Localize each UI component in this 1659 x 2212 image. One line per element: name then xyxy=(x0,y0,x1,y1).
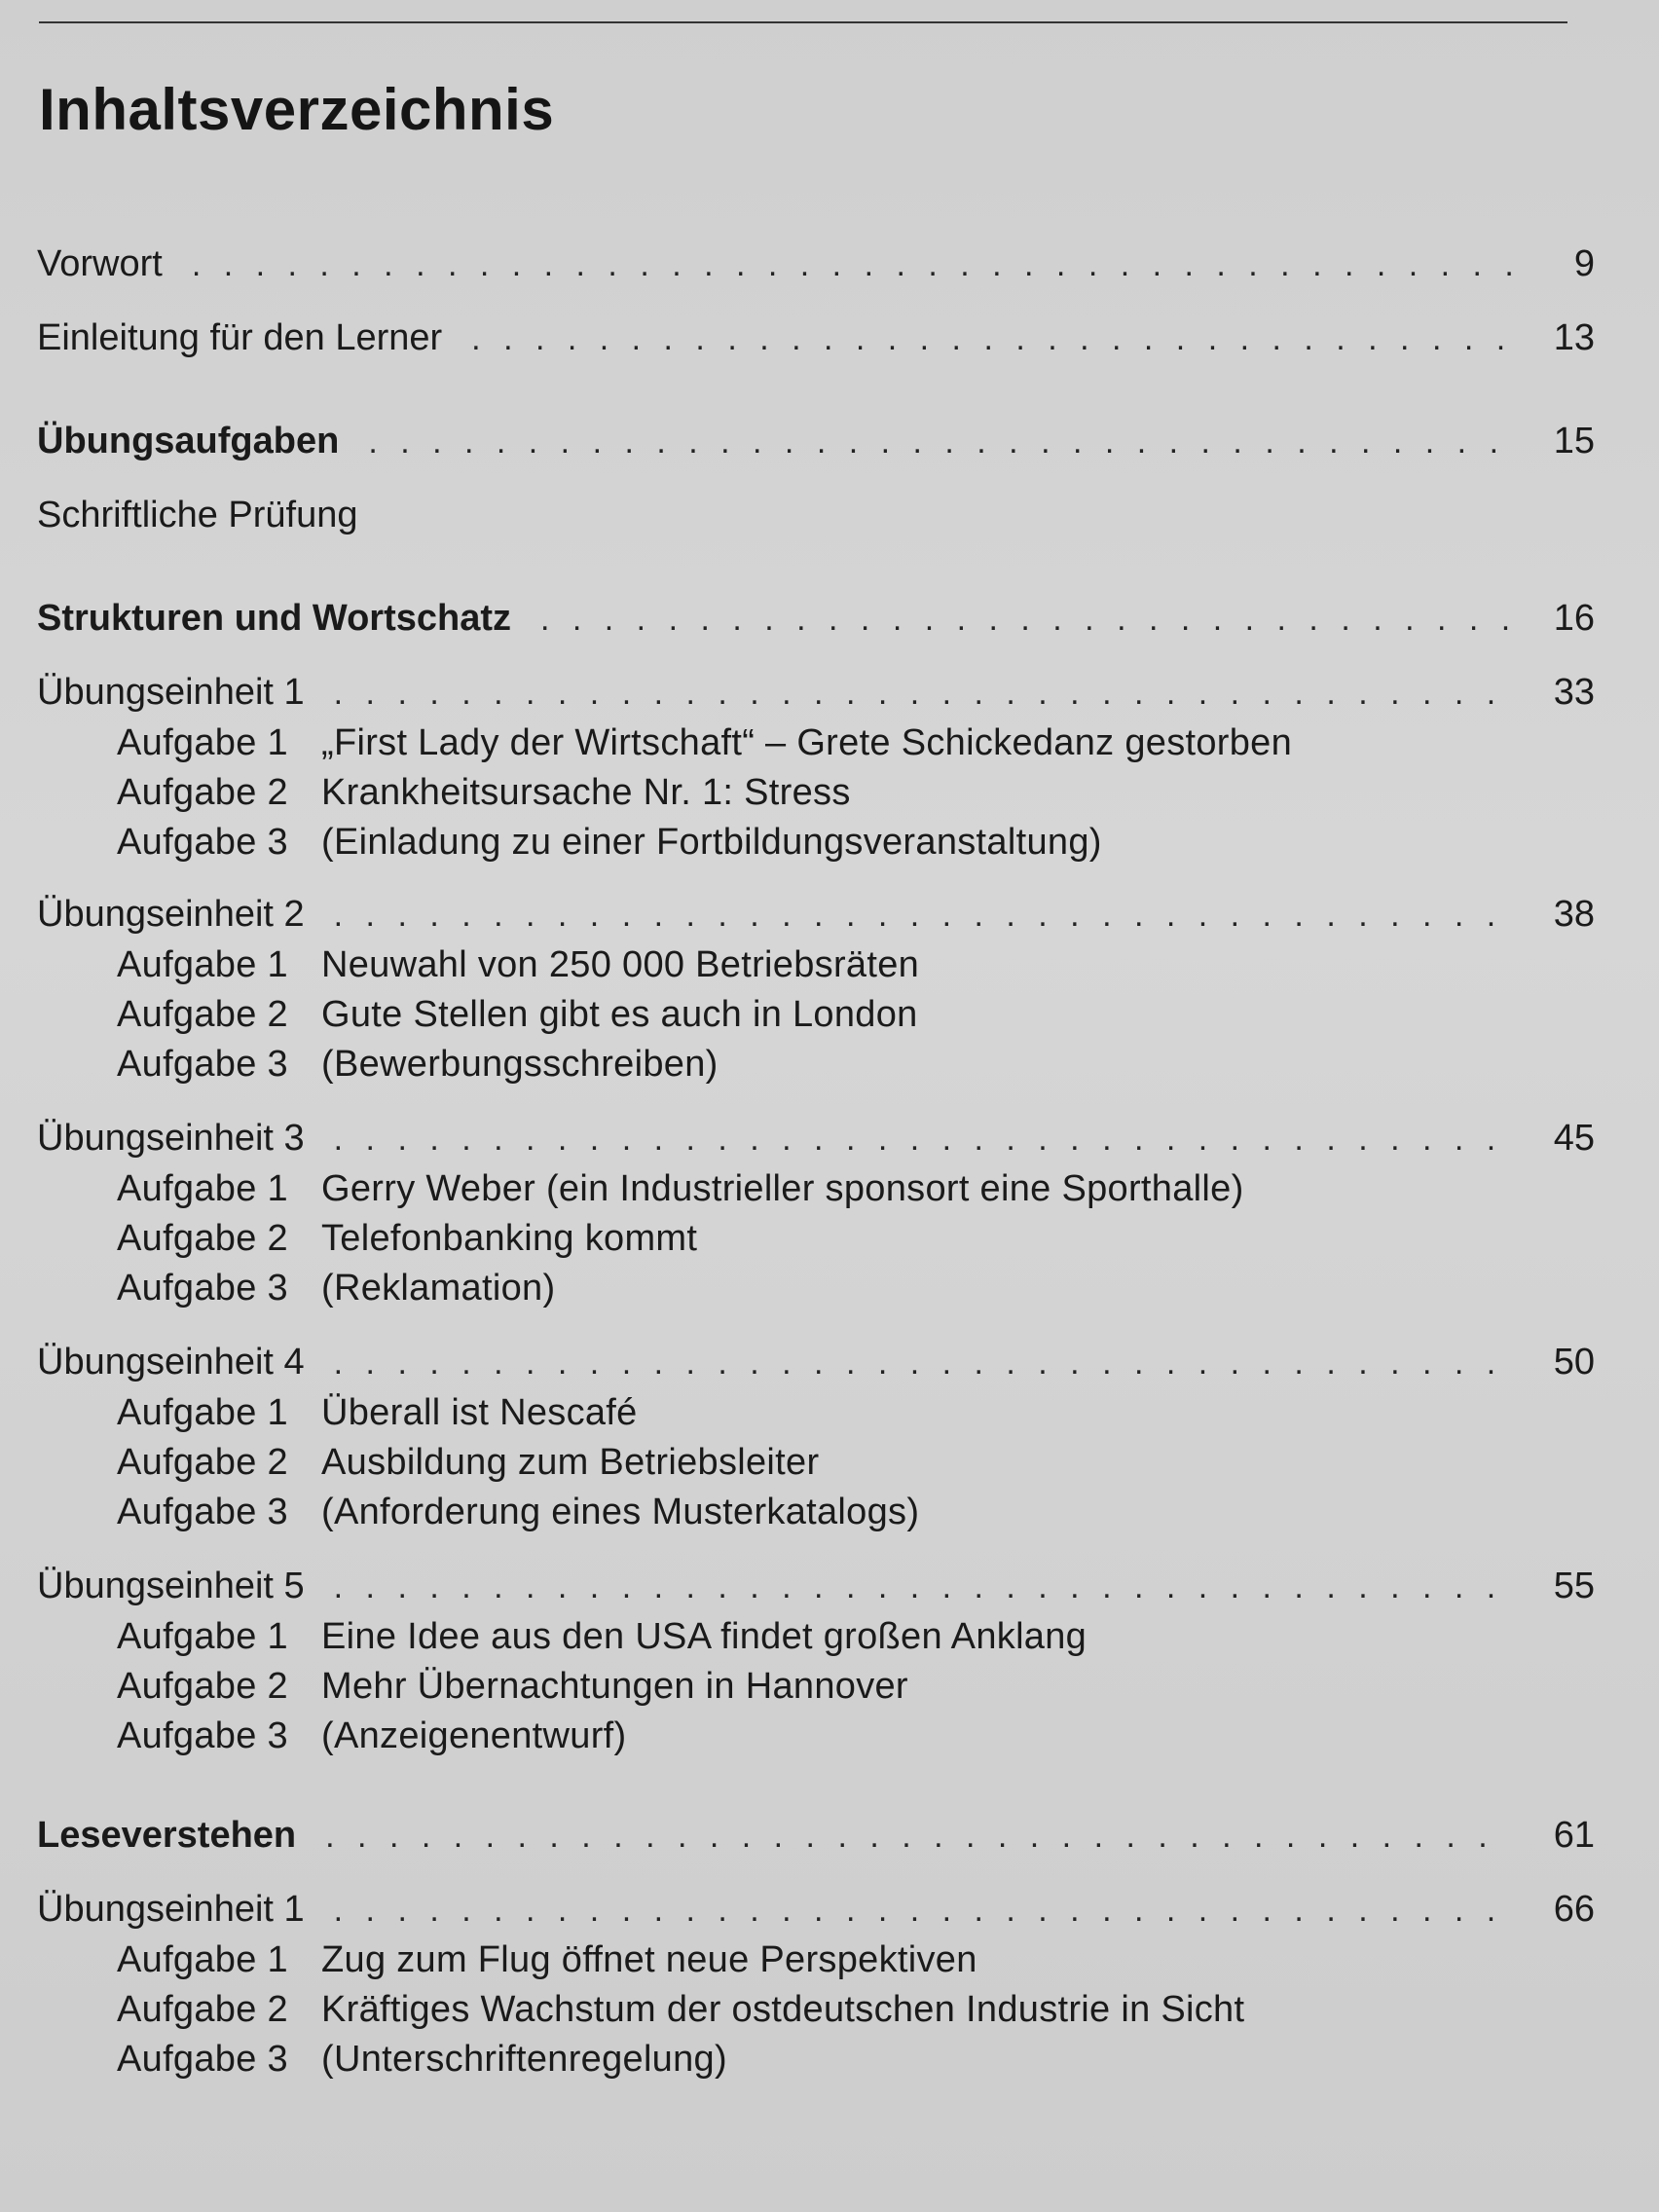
toc-page-number: 66 xyxy=(1553,1889,1595,1930)
toc-unit-5[interactable] xyxy=(37,1566,1595,1607)
task-number: Aufgabe 2 xyxy=(117,1666,288,1707)
task-title: Krankheitsursache Nr. 1: Stress xyxy=(321,772,851,813)
task-title: (Anforderung eines Musterkatalogs) xyxy=(321,1492,920,1532)
toc-page-number: 38 xyxy=(1553,894,1595,935)
page-title: Inhaltsverzeichnis xyxy=(39,77,555,142)
task-title: „First Lady der Wirtschaft“ – Grete Schickedanz gestorben xyxy=(321,722,1293,763)
task-item xyxy=(117,1939,977,1981)
toc-entry-schriftliche-pruefung[interactable] xyxy=(37,495,1595,536)
dot-leader xyxy=(325,1818,1511,1856)
toc-unit-1[interactable] xyxy=(37,672,1595,714)
task-title: (Unterschriftenregelung) xyxy=(321,2039,727,2080)
toc-unit-2[interactable] xyxy=(37,894,1595,936)
task-number: Aufgabe 3 xyxy=(117,2039,288,2080)
toc-entry-label: Schriftliche Prüfung xyxy=(37,495,358,535)
toc-unit-label: Übungseinheit 5 xyxy=(37,1566,305,1606)
toc-section-strukturen[interactable] xyxy=(37,598,1595,640)
task-title: Kräftiges Wachstum der ostdeutschen Industrie in Sicht xyxy=(321,1989,1245,2030)
task-item xyxy=(117,1044,719,1086)
toc-page-number: 61 xyxy=(1553,1815,1595,1856)
task-item xyxy=(117,1268,555,1309)
task-title: Mehr Übernachtungen in Hannover xyxy=(321,1666,908,1707)
toc-section-uebungsaufgaben[interactable] xyxy=(37,421,1595,462)
task-item xyxy=(117,2039,727,2081)
task-title: Gerry Weber (ein Industrieller sponsort eine Sporthalle) xyxy=(321,1168,1244,1209)
toc-page-number: 45 xyxy=(1553,1118,1595,1159)
toc-unit-label: Übungseinheit 1 xyxy=(37,672,305,713)
dot-leader xyxy=(334,897,1511,935)
toc-entry-vorwort[interactable] xyxy=(37,243,1595,285)
task-item xyxy=(117,822,1102,864)
dot-leader xyxy=(540,601,1511,639)
task-item xyxy=(117,1616,1087,1658)
task-number: Aufgabe 2 xyxy=(117,1442,288,1483)
dot-leader xyxy=(192,246,1511,284)
toc-page-number: 15 xyxy=(1553,421,1595,461)
dot-leader xyxy=(471,320,1511,358)
toc-section-label: Leseverstehen xyxy=(37,1815,297,1856)
task-item xyxy=(117,1989,1244,2031)
dot-leader xyxy=(334,1892,1511,1930)
toc-unit-3[interactable] xyxy=(37,1118,1595,1160)
task-item xyxy=(117,772,851,814)
task-number: Aufgabe 3 xyxy=(117,1715,288,1756)
toc-entry-label: Einleitung für den Lerner xyxy=(37,317,443,358)
task-item xyxy=(117,1492,919,1533)
toc-section-label: Strukturen und Wortschatz xyxy=(37,598,511,639)
toc-unit-4[interactable] xyxy=(37,1342,1595,1383)
task-item xyxy=(117,1442,819,1484)
task-title: Ausbildung zum Betriebsleiter xyxy=(321,1442,820,1483)
task-title: Überall ist Nescafé xyxy=(321,1392,638,1433)
toc-unit-label: Übungseinheit 2 xyxy=(37,894,305,935)
toc-section-leseverstehen[interactable] xyxy=(37,1815,1595,1857)
task-number: Aufgabe 1 xyxy=(117,1616,288,1657)
task-number: Aufgabe 2 xyxy=(117,1218,288,1259)
dot-leader xyxy=(334,1568,1511,1606)
task-item xyxy=(117,944,919,986)
toc-page-number: 55 xyxy=(1553,1566,1595,1606)
toc-page-number: 33 xyxy=(1553,672,1595,713)
toc-entry-einleitung[interactable] xyxy=(37,317,1595,359)
task-number: Aufgabe 3 xyxy=(117,1044,288,1085)
toc-unit-1-lesen[interactable] xyxy=(37,1889,1595,1931)
dot-leader xyxy=(334,1345,1511,1382)
task-item xyxy=(117,1168,1244,1210)
task-item xyxy=(117,1715,626,1757)
toc-page-number: 13 xyxy=(1553,317,1595,358)
toc-page-number: 9 xyxy=(1573,243,1595,284)
toc-unit-label: Übungseinheit 1 xyxy=(37,1889,305,1930)
toc-unit-label: Übungseinheit 4 xyxy=(37,1342,305,1382)
task-number: Aufgabe 1 xyxy=(117,944,288,985)
task-title: (Anzeigenentwurf) xyxy=(321,1715,627,1756)
task-number: Aufgabe 3 xyxy=(117,822,288,863)
task-title: Eine Idee aus den USA findet großen Anklang xyxy=(321,1616,1088,1657)
dot-leader xyxy=(334,675,1511,713)
task-number: Aufgabe 2 xyxy=(117,1989,288,2030)
task-item xyxy=(117,994,918,1036)
task-item xyxy=(117,1392,638,1434)
task-title: Zug zum Flug öffnet neue Perspektiven xyxy=(321,1939,977,1980)
task-number: Aufgabe 1 xyxy=(117,1168,288,1209)
task-title: Neuwahl von 250 000 Betriebsräten xyxy=(321,944,920,985)
task-number: Aufgabe 2 xyxy=(117,994,288,1035)
task-number: Aufgabe 3 xyxy=(117,1492,288,1532)
dot-leader xyxy=(368,424,1511,461)
task-item xyxy=(117,1218,697,1260)
task-number: Aufgabe 1 xyxy=(117,722,288,763)
toc-page-number: 50 xyxy=(1553,1342,1595,1382)
dot-leader xyxy=(334,1121,1511,1159)
task-title: Gute Stellen gibt es auch in London xyxy=(321,994,918,1035)
task-number: Aufgabe 1 xyxy=(117,1939,288,1980)
task-item xyxy=(117,1666,908,1708)
header-rule xyxy=(39,21,1567,23)
task-title: Telefonbanking kommt xyxy=(321,1218,698,1259)
task-number: Aufgabe 3 xyxy=(117,1268,288,1309)
toc-unit-label: Übungseinheit 3 xyxy=(37,1118,305,1159)
task-title: (Reklamation) xyxy=(321,1268,556,1309)
toc-section-label: Übungsaufgaben xyxy=(37,421,340,461)
toc-page-number: 16 xyxy=(1553,598,1595,639)
task-title: (Einladung zu einer Fortbildungsveranstaltung) xyxy=(321,822,1102,863)
task-number: Aufgabe 1 xyxy=(117,1392,288,1433)
task-item xyxy=(117,722,1292,764)
toc-entry-label: Vorwort xyxy=(37,243,163,284)
task-title: (Bewerbungsschreiben) xyxy=(321,1044,719,1085)
task-number: Aufgabe 2 xyxy=(117,772,288,813)
